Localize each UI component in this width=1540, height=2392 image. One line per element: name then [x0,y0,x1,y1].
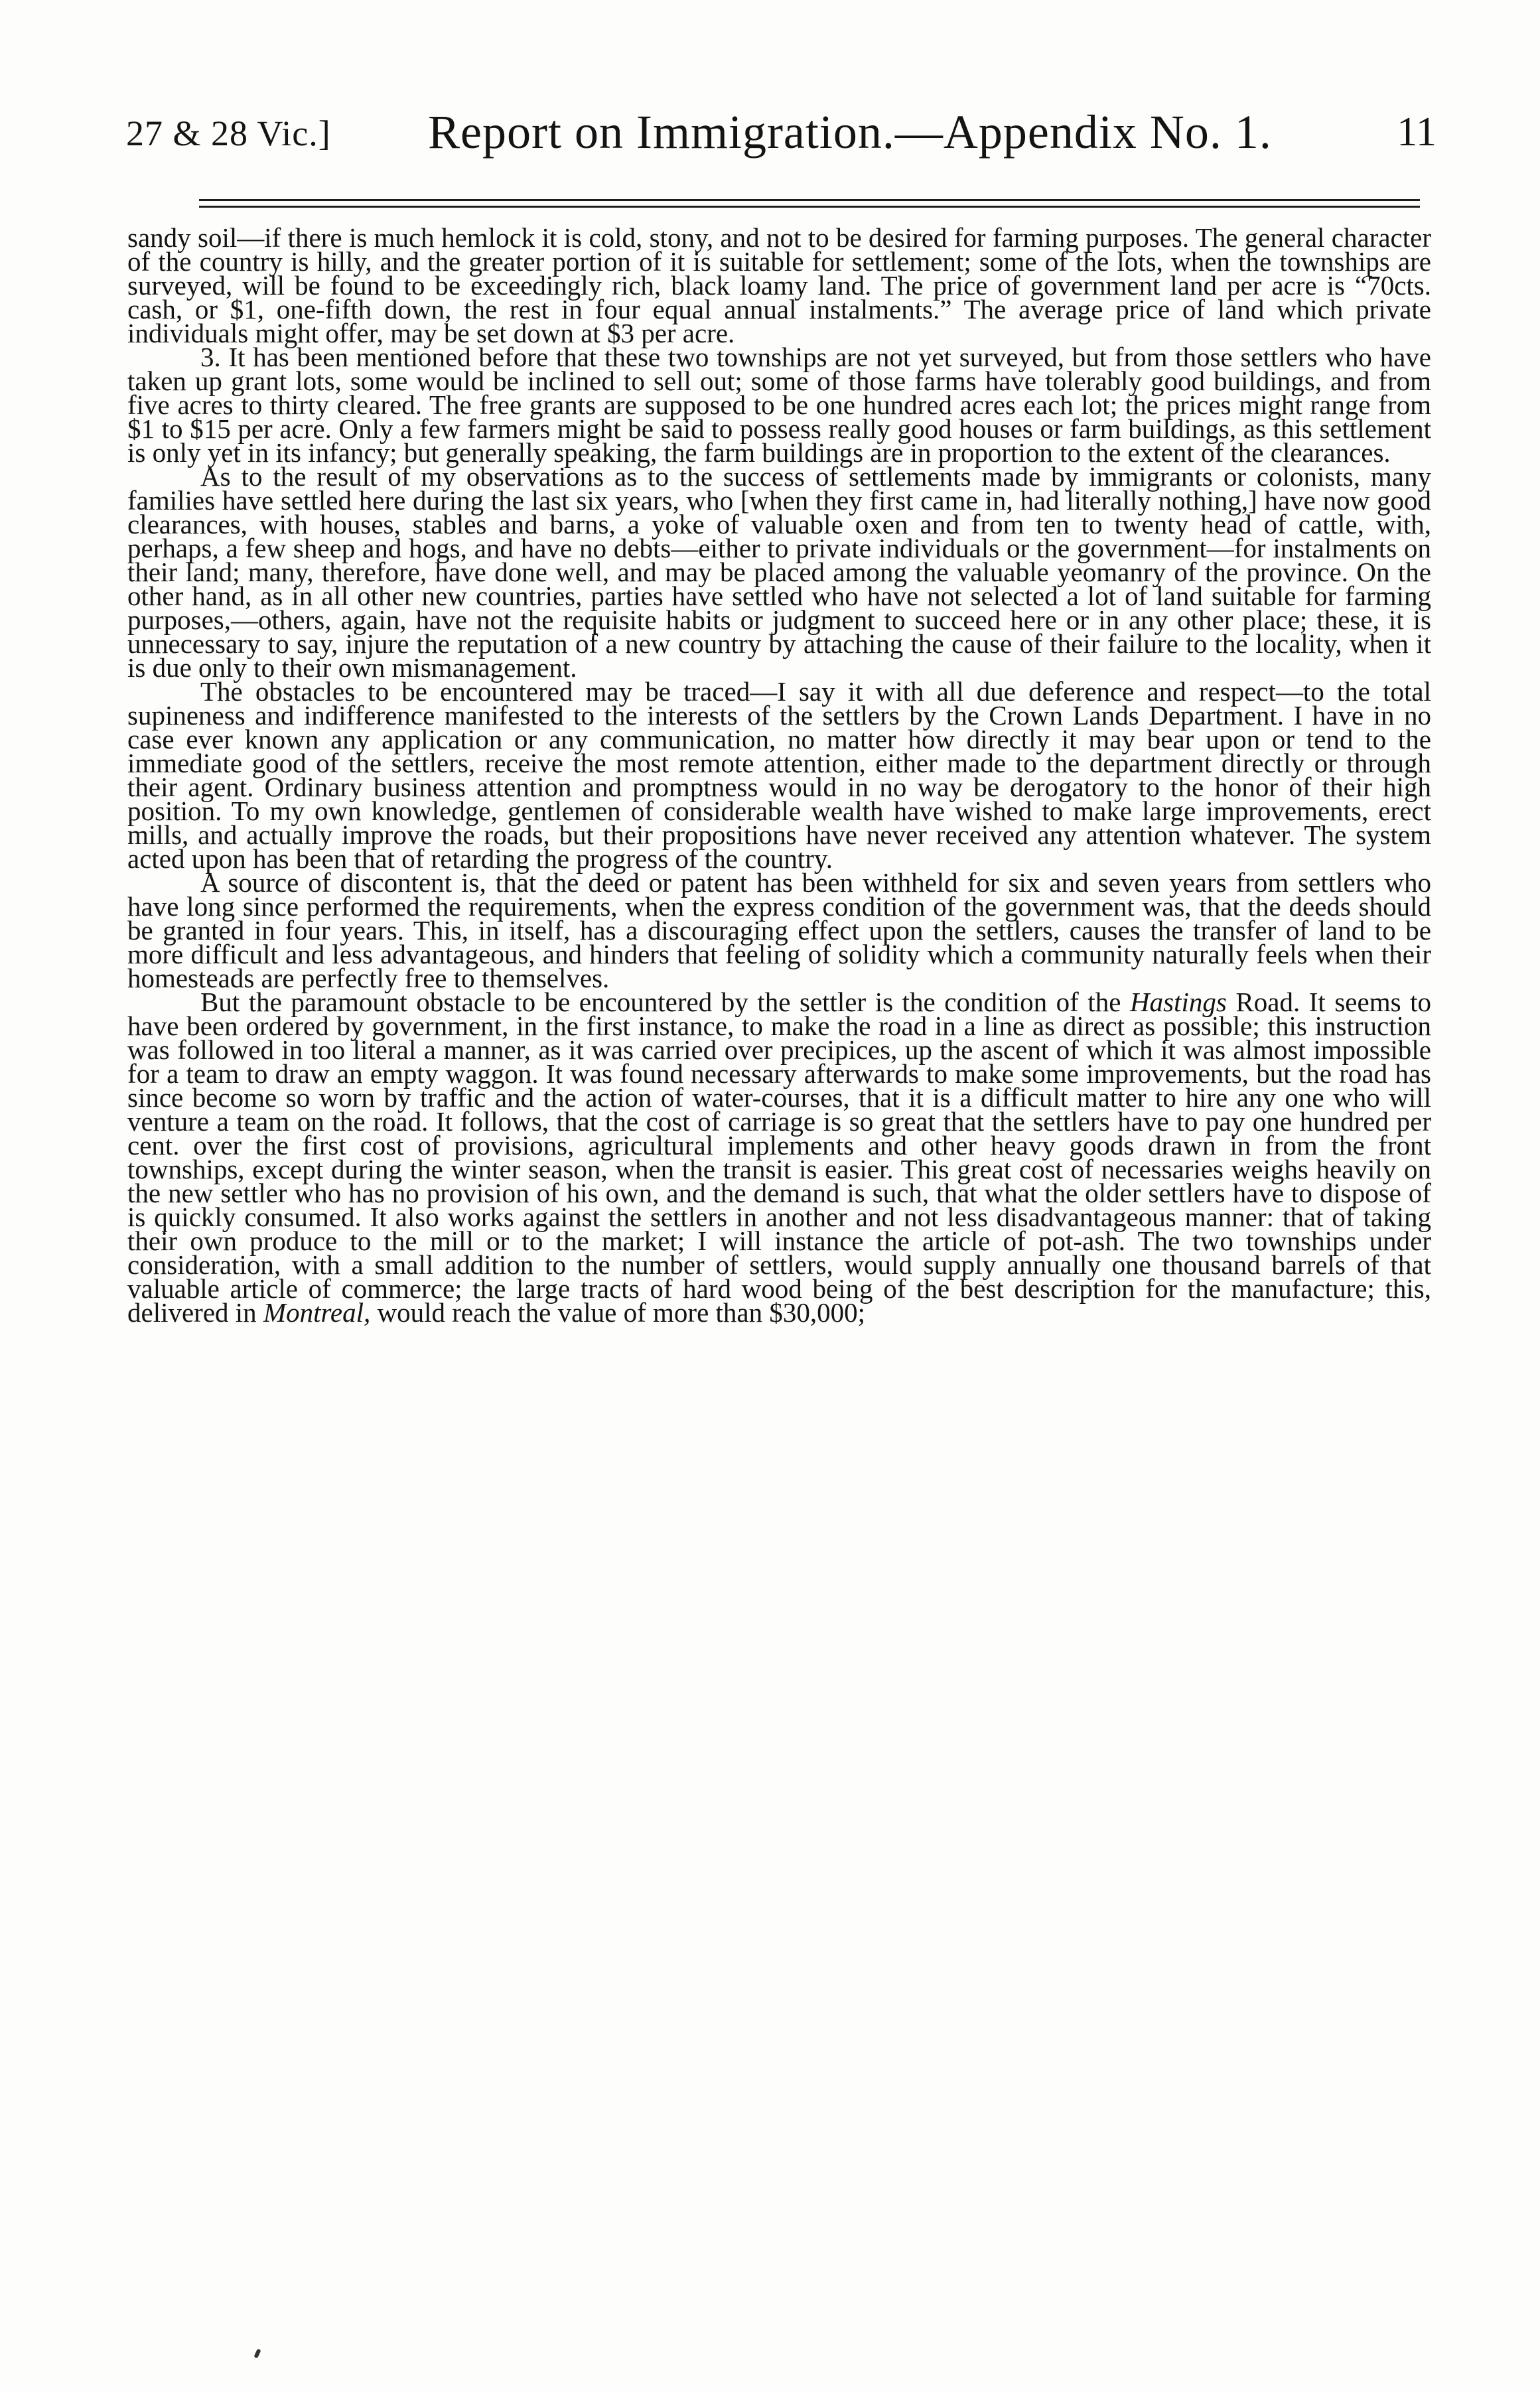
header-rule-top [199,199,1420,201]
paragraph-2: 3. It has been mentioned before that these two townships are not yet surveyed, but from those settlers who have taken up grant lots, some would be inclined to sell out; some of those farms have tolerably good buildings, and from five acres to thirty cleared. The free grants are supposed to be one hundred acres each lot; the prices might range from $1 to $15 per acre. Only a few farmers might be said to possess really good houses or farm buildings, as this settlement is only yet in its infancy; but generally speaking, the farm buildings are in proportion to the extent of the clearances. [127,342,1431,468]
header-rule-bottom [199,206,1420,208]
paragraph-3: As to the result of my observations as to the success of settlements made by immigrants or colonists, many families have settled here during the last six years, who [when they first came in, had literally nothing,] have now good clearances, with houses, stables and barns, a yoke of valuable oxen and from ten to twenty head of cattle, with, perhaps, a few sheep and hogs, and have no debts—either to private individuals or the government—for instalments on their land; many, therefore, have done well, and may be placed among the valuable yeomanry of the province. On the other hand, as in all other new countries, parties have settled who have not selected a lot of land suitable for farming purposes,—others, again, have not the requisite habits or judgment to succeed here or in any other place; these, it is unnecessary to say, injure the reputation of a new country by attaching the cause of their failure to the locality, when it is due only to their own mismanagement. [127,461,1431,683]
ink-mark [253,2348,261,2358]
paragraph-6-text-b: Road. It seems to have been ordered by government, in the first instance, to make the road in a line as direct as possible; this instruction was followed in too literal a manner, as it was carried over precipices, up the ascent of which it was almost impossible for a team to draw an empty waggon. It was found necessary afterwards to make some improvements, but the road has since become so worn by traffic and the action of water-courses, that it is a difficult matter to hire any one who will venture a team on the road. It follows, that the cost of carriage is so great that the settlers have to pay one hundred per cent. over the first cost of provisions, agricultural implements and other heavy goods drawn in from the front townships, except during the winter season, when the transit is easier. This great cost of necessaries weighs heavily on the new settler who has no provision of his own, and the demand is such, that what the older settlers have to dispose of is quickly consumed. It also works against the settlers in another and not less disadvantageous manner: that of taking their own produce to the mill or to the market; I will instance the article of pot-ash. The two townships under consideration, with a small addition to the number of settlers, would supply annually one thousand barrels of that valuable article of commerce; the large tracts of hard wood being of the best description for the manufacture; this, delivered in [127,987,1431,1328]
report-body [127,222,1431,1328]
paragraph-5: A source of discontent is, that the deed or patent has been withheld for six and seven years from settlers who have long since performed the requirements, when the express condition of the government was, that the deeds should be granted in four years. This, in itself, has a discouraging effect upon the settlers, causes the transfer of land to be more difficult and less advantageous, and hinders that feeling of solidity which a community naturally feels when their homesteads are perfectly free to themselves. [127,867,1431,993]
paragraph-1: sandy soil—if there is much hemlock it is cold, stony, and not to be desired for farming purposes. The general character of the country is hilly, and the greater portion of it is suitable for settlement; some of the lots, when the townships are surveyed, will be found to be exceedingly rich, black loamy land. The price of government land per acre is “70cts. cash, or $1, one-fifth down, the rest in four equal annual instalments.” The average price of land which private individuals might offer, may be set down at $3 per acre. [127,222,1431,348]
paragraph-4: The obstacles to be encountered may be traced—I say it with all due deference and respect—to the total supineness and indifference manifested to the interests of the settlers by the Crown Lands Department. I have in no case ever known any application or any communication, no matter how directly it may bear upon or tend to the immediate good of the settlers, receive the most remote attention, either made to the department directly or through their agent. Ordinary business attention and promptness would in no way be derogatory to the honor of their high position. To my own knowledge, gentlemen of considerable wealth have wished to make large improvements, erect mills, and actually improve the roads, but their propositions have never received any attention whatever. The system acted upon has been that of retarding the progress of the country. [127,676,1431,874]
montreal-place-name: Montreal, [263,1297,371,1328]
paragraph-6 [127,987,1431,1328]
running-header [126,100,1436,159]
page-title: Report on Immigration.—Appendix No. 1. [428,106,1272,159]
hastings-road-name: Hastings [1130,987,1227,1017]
session-reference: 27 & 28 Vic.] [126,113,331,153]
page-number: 11 [1397,109,1436,155]
paragraph-6-text-c: would reach the value of more than $30,000; [370,1297,865,1328]
paragraph-6-text-a: But the paramount obstacle to be encountered by the settler is the condition of the [200,987,1131,1017]
